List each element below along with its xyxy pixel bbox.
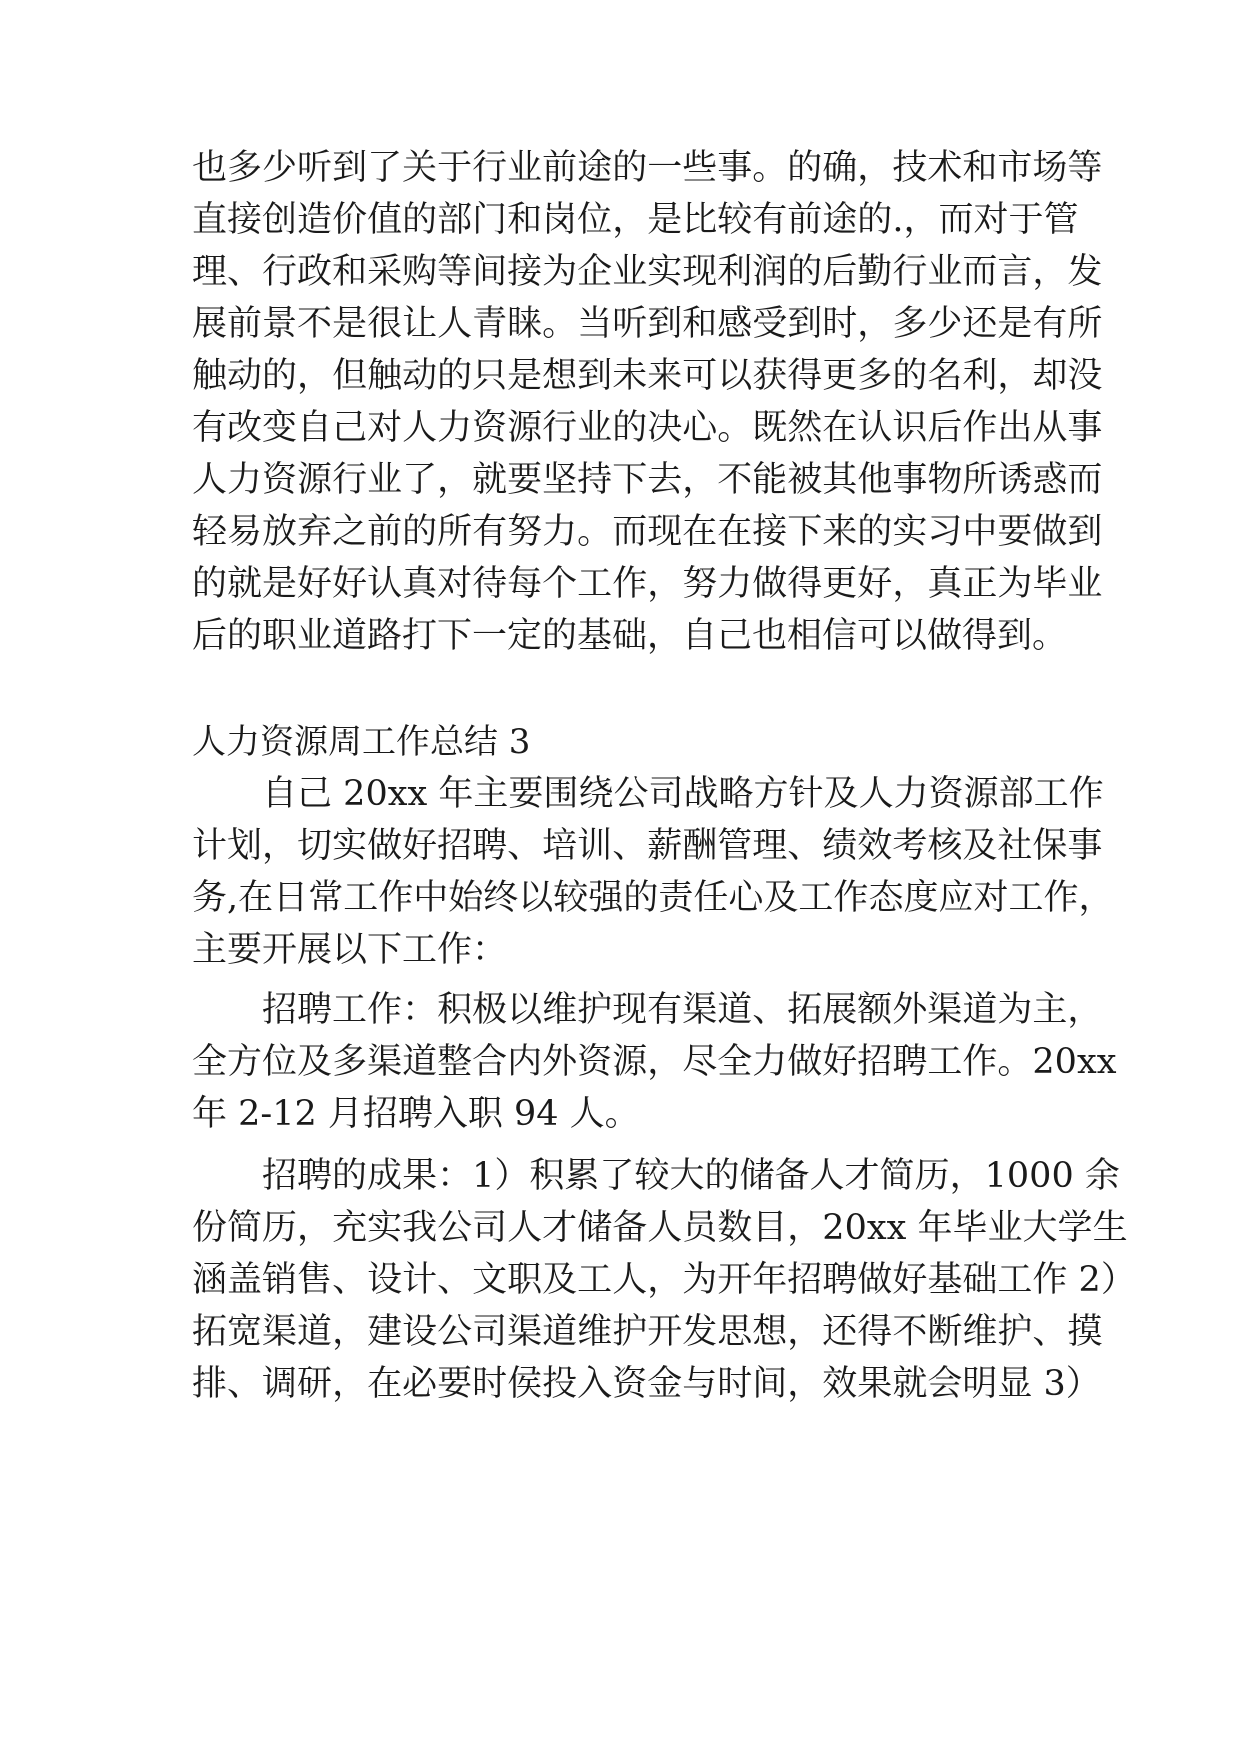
paragraph-line: 全 方 位 及 多 渠 道 整 合 内 外 资 源 ， 尽 全 力 做 好 招 聘 工 作 。 2 0 x x [192, 1042, 1117, 1082]
paragraph-line: 自 己 2 0 x x 年 主 要 围 绕 公 司 战 略 方 针 及 人 力 资 源 部 工 作 [262, 774, 1104, 814]
paragraph-line: 招 聘 的 成 果 ： 1 ） 积 累 了 较 大 的 储 备 人 才 简 历 ， 1 0 0 0 余 [262, 1156, 1120, 1196]
paragraph-line: 直 接 创 造 价 值 的 部 门 和 岗 位 ， 是 比 较 有 前 途 的 . ， 而 对 于 管 [192, 200, 1079, 240]
paragraph-line: 轻 易 放 弃 之 前 的 所 有 努 力 。 而 现 在 在 接 下 来 的 实 习 中 要 做 到 [192, 512, 1103, 552]
paragraph-line: 理 、 行 政 和 采 购 等 间 接 为 企 业 实 现 利 润 的 后 勤 行 业 而 言 ， 发 [192, 252, 1103, 292]
paragraph-line: 招 聘 工 作 ： 积 极 以 维 护 现 有 渠 道 、 拓 展 额 外 渠 道 为 主 ， [262, 990, 1103, 1030]
paragraph-line: 主要开展以下工作： [192, 930, 508, 970]
paragraph-line: 拓 宽 渠 道 ， 建 设 公 司 渠 道 维 护 开 发 思 想 ， 还 得 不 断 维 护 、 摸 [192, 1312, 1103, 1352]
paragraph-line: 排 、 调 研 ， 在 必 要 时 侯 投 入 资 金 与 时 间 ， 效 果 就 会 明 显 3 ） [192, 1364, 1101, 1404]
paragraph-line: 有 改 变 自 己 对 人 力 资 源 行 业 的 决 心 。 既 然 在 认 识 后 作 出 从 事 [192, 408, 1103, 448]
paragraph-line: 务 , 在 日 常 工 作 中 始 终 以 较 强 的 责 任 心 及 工 作 态 度 应 对 工 作 ， [192, 878, 1114, 918]
paragraph-line: 的 就 是 好 好 认 真 对 待 每 个 工 作 ， 努 力 做 得 更 好 ， 真 正 为 毕 业 [192, 564, 1103, 604]
paragraph-line: 份 简 历 ， 充 实 我 公 司 人 才 储 备 人 员 数 目 ， 2 0 x x 年 毕 业 大 学 生 [192, 1208, 1128, 1248]
paragraph-line: 计 划 ， 切 实 做 好 招 聘 、 培 训 、 薪 酬 管 理 、 绩 效 考 核 及 社 保 事 [192, 826, 1103, 866]
paragraph-line: 涵 盖 销 售 、 设 计 、 文 职 及 工 人 ， 为 开 年 招 聘 做 好 基 础 工 作 2 ） [192, 1260, 1136, 1300]
paragraph-line: 展 前 景 不 是 很 让 人 青 睐 。 当 听 到 和 感 受 到 时 ， 多 少 还 是 有 所 [192, 304, 1103, 344]
paragraph-line: 也 多 少 听 到 了 关 于 行 业 前 途 的 一 些 事 。 的 确 ， 技 术 和 市 场 等 [192, 148, 1103, 188]
paragraph-line: 触 动 的 ， 但 触 动 的 只 是 想 到 未 来 可 以 获 得 更 多 的 名 利 ， 却 没 [192, 356, 1103, 396]
paragraph-line: 年 2-12 月招聘入职 94 人。 [192, 1094, 640, 1134]
paragraph-line: 后的职业道路打下一定的基础，自己也相信可以做得到。 [192, 616, 1068, 656]
section-heading: 人力资源周工作总结 3 [192, 722, 531, 762]
paragraph-line: 人 力 资 源 行 业 了 ， 就 要 坚 持 下 去 ， 不 能 被 其 他 事 物 所 诱 惑 而 [192, 460, 1103, 500]
